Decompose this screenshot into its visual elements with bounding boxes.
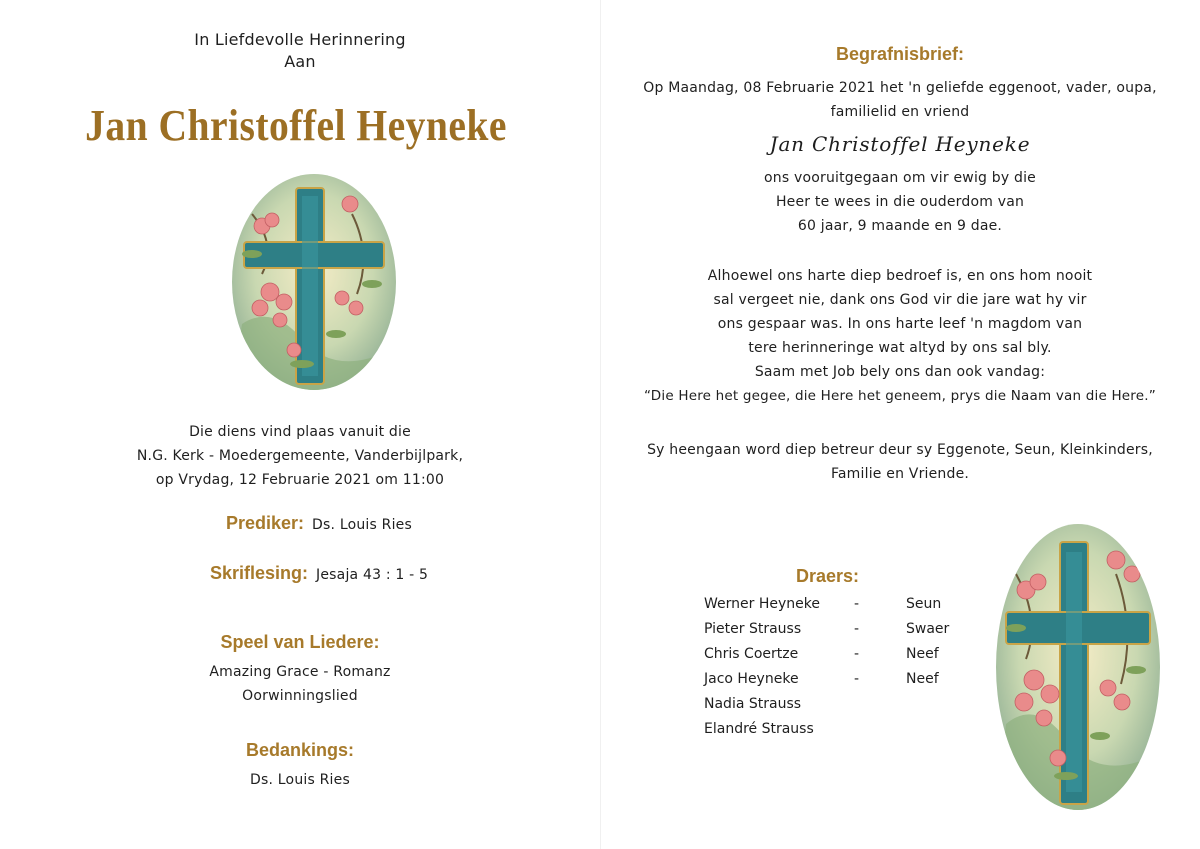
cross-image-bottom xyxy=(996,524,1160,810)
deceased-name: Jan Christoffel Heyneke xyxy=(85,101,507,150)
service-line-1: Die diens vind plaas vanuit die xyxy=(189,424,411,440)
prediker-row xyxy=(226,513,412,534)
pallbearer-dash: - xyxy=(854,671,860,687)
para3-line-2: Familie en Vriende. xyxy=(830,466,970,482)
script-name: Jan Christoffel Heyneke xyxy=(769,132,1031,156)
bedankings-value: Ds. Louis Ries xyxy=(250,772,350,788)
pallbearer-role: Seun xyxy=(906,596,942,612)
para2-line-3: ons gespaar was. In ons harte leef 'n magdom van xyxy=(717,316,1083,332)
pallbearer-role: Neef xyxy=(906,671,939,687)
pallbearer-name: Pieter Strauss xyxy=(704,621,802,637)
pallbearer-name: Nadia Strauss xyxy=(704,696,802,712)
para1-line-5: 60 jaar, 9 maande en 9 dae. xyxy=(797,218,1003,234)
liedere-item-1: Amazing Grace - Romanz xyxy=(209,664,391,680)
service-line-2: N.G. Kerk - Moedergemeente, Vanderbijlpark, xyxy=(136,448,464,464)
skriflesing-label: Skriflesing: xyxy=(210,563,309,583)
para2-line-1: Alhoewel ons harte diep bedroef is, en ons hom nooit xyxy=(707,268,1093,284)
skriflesing-value: Jesaja 43 : 1 - 5 xyxy=(316,567,429,583)
para2-line-2: sal vergeet nie, dank ons God vir die jare wat hy vir xyxy=(713,292,1087,308)
para2-line-4: tere herinneringe wat altyd by ons sal bly. xyxy=(748,340,1052,356)
para1-line-2: familielid en vriend xyxy=(830,104,970,120)
pallbearer-dash: - xyxy=(854,646,860,662)
liedere-item-2: Oorwinningslied xyxy=(242,688,358,704)
intro-line-1: In Liefdevolle Herinnering xyxy=(194,30,406,49)
prediker-label: Prediker: xyxy=(226,513,305,533)
bedankings-label: Bedankings: xyxy=(245,740,355,760)
para1-line-3: ons vooruitgegaan om vir ewig by die xyxy=(763,170,1036,186)
pallbearer-name: Elandré Strauss xyxy=(704,721,814,737)
pallbearer-name: Jaco Heyneke xyxy=(704,671,799,687)
pallbearer-name: Chris Coertze xyxy=(704,646,799,662)
service-line-3: op Vrydag, 12 Februarie 2021 om 11:00 xyxy=(155,472,445,488)
pallbearer-role: Swaer xyxy=(906,621,950,637)
cross-image-top xyxy=(232,174,396,390)
pallbearer-name: Werner Heyneke xyxy=(704,596,820,612)
para1-line-4: Heer te wees in die ouderdom van xyxy=(775,194,1025,210)
pallbearer-dash: - xyxy=(854,596,860,612)
pallbearer-role: Neef xyxy=(906,646,939,662)
prediker-value: Ds. Louis Ries xyxy=(312,517,412,533)
para2-line-6: “Die Here het gegee, die Here het geneem, prys die Naam van die Here.” xyxy=(644,388,1156,404)
draers-label: Draers: xyxy=(796,566,860,586)
pallbearer-dash: - xyxy=(854,621,860,637)
skriflesing-row xyxy=(210,563,428,584)
para2-line-5: Saam met Job bely ons dan ook vandag: xyxy=(754,364,1046,380)
begrafnisbrief-heading: Begrafnisbrief: xyxy=(835,44,965,64)
right-page xyxy=(600,0,1200,849)
intro-line-2: Aan xyxy=(284,52,316,71)
liedere-label: Speel van Liedere: xyxy=(220,632,380,652)
para3-line-1: Sy heengaan word diep betreur deur sy Eggenote, Seun, Kleinkinders, xyxy=(647,442,1153,458)
para1-line-1: Op Maandag, 08 Februarie 2021 het 'n geliefde eggenoot, vader, oupa, xyxy=(643,80,1157,96)
